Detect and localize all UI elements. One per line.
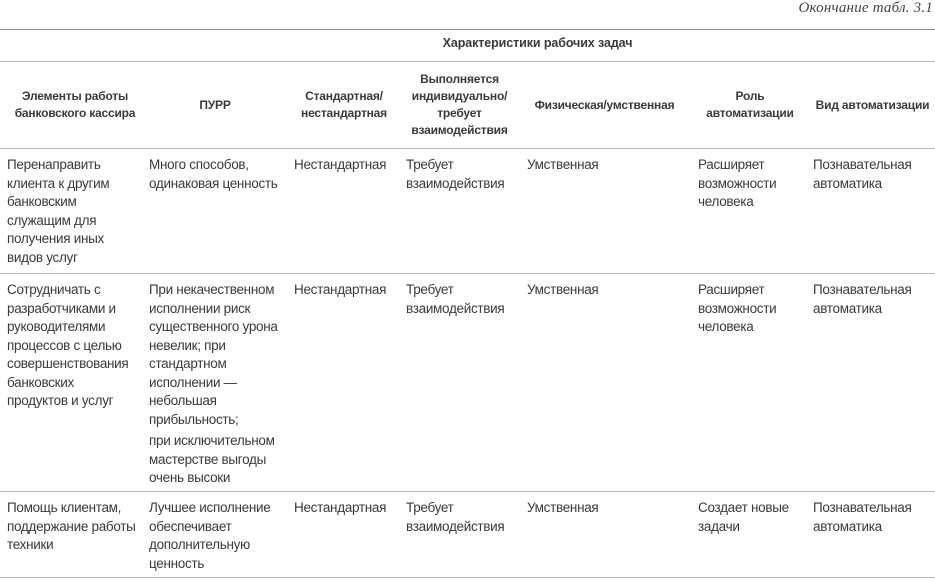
table-caption: Окончание табл. 3.1: [798, 0, 933, 16]
column-header-physical: Физическая/умственная: [534, 97, 675, 112]
cell-element: Помощь клиентам, поддержание работы техники: [7, 500, 136, 552]
cell-purr-text: Много способов, одинаковая ценность: [149, 157, 278, 191]
cell-individual: Требует взаимодействия: [406, 282, 505, 316]
column-header-kind: Вид автоматизации: [815, 97, 930, 112]
cell-physical: Умственная: [527, 157, 599, 172]
cell-purr-text: Лучшее исполнение обеспечивает дополнительную ценность: [149, 500, 271, 571]
cell-purr-text: При некачественном исполнении риск существенного урона невелик; при стандартном исполнении — небольшая прибыльность;: [149, 282, 278, 427]
cell-individual: Требует взаимодействия: [406, 500, 505, 534]
row-divider: [0, 273, 935, 274]
column-header-standard: Стандартная/ нестандартная: [301, 89, 387, 120]
cell-purr: [149, 281, 289, 488]
cell-purr: [149, 156, 289, 193]
cell-kind: Познавательная автоматика: [813, 282, 912, 316]
cell-kind: Познавательная автоматика: [813, 500, 912, 534]
column-header-role: Роль автоматизации: [706, 89, 794, 120]
column-header-individual: Выполняется индивидуально/ требует взаимодействия: [411, 72, 508, 137]
cell-role: Расширяет возможности человека: [698, 282, 777, 334]
cell-role: Создает новые задачи: [698, 500, 789, 534]
cell-standard: Нестандартная: [294, 500, 387, 515]
table-bottom-rule: [0, 577, 935, 578]
cell-purr: [149, 499, 279, 573]
cell-physical: Умственная: [527, 500, 599, 515]
cell-physical: Умственная: [527, 282, 599, 297]
cell-element: Сотрудничать с разработчиками и руководителями процессов с целью совершенствования банковских продуктов и услуг: [7, 282, 129, 408]
header-bottom-rule: [0, 148, 935, 149]
table-top-rule: [0, 29, 935, 30]
row-divider: [0, 491, 935, 492]
cell-element: Перенаправить клиента к другим банковским служащим для получения иных видов услуг: [7, 157, 110, 265]
cell-kind: Познавательная автоматика: [813, 157, 912, 191]
cell-standard: Нестандартная: [294, 157, 387, 172]
cell-standard: Нестандартная: [294, 282, 387, 297]
cell-role: Расширяет возможности человека: [698, 157, 777, 209]
column-header-purr: ПУРР: [199, 97, 231, 112]
cell-individual: Требует взаимодействия: [406, 157, 505, 191]
cell-purr-text: при исключительном мастерстве выгоды очень высоки: [149, 433, 275, 485]
group-header: Характеристики рабочих задач: [442, 36, 633, 50]
column-header-elements: Элементы работы банковского кассира: [14, 89, 136, 120]
